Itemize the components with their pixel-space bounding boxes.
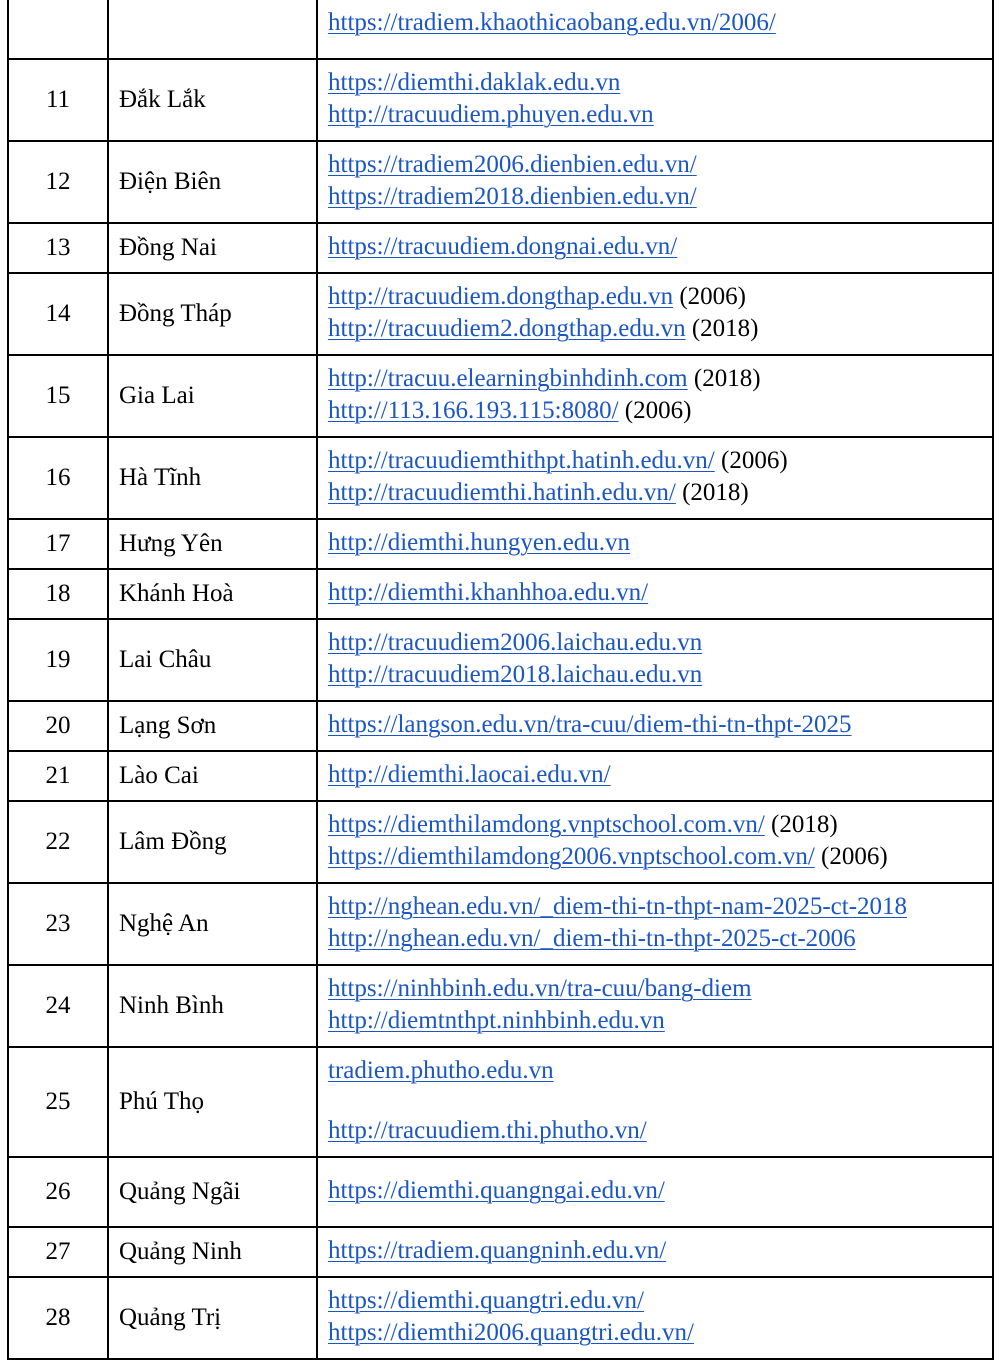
score-link[interactable]: http://tracuudiem.dongthap.edu.vn <box>328 283 674 310</box>
score-link[interactable]: https://diemthi.daklak.edu.vn <box>328 69 621 96</box>
score-link[interactable]: http://diemthi.laocai.edu.vn/ <box>328 761 611 788</box>
row-number: 19 <box>8 619 108 701</box>
table-row <box>8 701 993 751</box>
province-name <box>108 0 317 59</box>
row-number: 15 <box>8 355 108 437</box>
score-link[interactable]: https://diemthi.quangngai.edu.vn/ <box>328 1177 665 1204</box>
row-number: 11 <box>8 59 108 141</box>
table-row <box>8 141 993 223</box>
score-link[interactable]: http://113.166.193.115:8080/ <box>328 397 619 424</box>
curriculum-note: (2018) <box>691 315 759 342</box>
links-cell <box>317 965 993 1047</box>
score-link[interactable]: https://tracuudiem.dongnai.edu.vn/ <box>328 233 678 260</box>
table-row <box>8 437 993 519</box>
links-cell <box>317 355 993 437</box>
table-row <box>8 223 993 273</box>
score-link[interactable]: http://tracuudiem.phuyen.edu.vn <box>328 101 654 128</box>
province-name: Hà Tĩnh <box>108 437 317 519</box>
curriculum-note: (2018) <box>682 479 749 506</box>
row-number: 16 <box>8 437 108 519</box>
table-row <box>8 1047 993 1157</box>
province-name: Phú Thọ <box>108 1047 317 1157</box>
links-cell <box>317 569 993 619</box>
links-cell <box>317 273 993 355</box>
row-number <box>8 0 108 59</box>
province-name: Đắk Lắk <box>108 59 317 141</box>
row-number: 28 <box>8 1277 108 1359</box>
score-link[interactable]: https://langson.edu.vn/tra-cuu/diem-thi-tn-thpt-2025 <box>328 711 852 738</box>
province-name: Gia Lai <box>108 355 317 437</box>
row-number: 20 <box>8 701 108 751</box>
links-cell <box>317 223 993 273</box>
links-cell <box>317 1157 993 1227</box>
score-link[interactable]: http://nghean.edu.vn/_diem-thi-tn-thpt-nam-2025-ct-2018 <box>328 893 908 920</box>
province-name: Lai Châu <box>108 619 317 701</box>
table-row <box>8 1277 993 1359</box>
links-cell <box>317 701 993 751</box>
score-link[interactable]: https://diemthilamdong.vnptschool.com.vn/ <box>328 811 765 838</box>
curriculum-note: (2018) <box>693 365 761 392</box>
score-link[interactable]: http://tracuudiemthithpt.hatinh.edu.vn/ <box>328 447 715 474</box>
table-row <box>8 1157 993 1227</box>
row-number: 14 <box>8 273 108 355</box>
province-name: Lạng Sơn <box>108 701 317 751</box>
score-link[interactable]: tradiem.phutho.edu.vn <box>328 1057 554 1084</box>
row-number: 24 <box>8 965 108 1047</box>
score-link[interactable]: http://nghean.edu.vn/_diem-thi-tn-thpt-2025-ct-2006 <box>328 925 856 952</box>
province-name: Đồng Tháp <box>108 273 317 355</box>
score-link[interactable]: https://diemthilamdong2006.vnptschool.com.vn/ <box>328 843 815 870</box>
table-row <box>8 0 993 59</box>
score-link[interactable]: https://tradiem2018.dienbien.edu.vn/ <box>328 183 697 210</box>
row-number: 17 <box>8 519 108 569</box>
links-cell <box>317 59 993 141</box>
table-row <box>8 1227 993 1277</box>
score-link[interactable]: http://diemtnthpt.ninhbinh.edu.vn <box>328 1007 665 1034</box>
row-number: 25 <box>8 1047 108 1157</box>
links-cell <box>317 519 993 569</box>
table-row <box>8 355 993 437</box>
table-row <box>8 569 993 619</box>
links-cell <box>317 1277 993 1359</box>
curriculum-note: (2006) <box>679 283 746 310</box>
score-link[interactable]: http://tracuudiem2018.laichau.edu.vn <box>328 661 703 688</box>
row-number: 21 <box>8 751 108 801</box>
score-lookup-table <box>7 0 994 1360</box>
links-cell <box>317 801 993 883</box>
row-number: 26 <box>8 1157 108 1227</box>
province-name: Nghệ An <box>108 883 317 965</box>
table-body <box>8 0 993 1359</box>
score-link[interactable]: https://diemthi.quangtri.edu.vn/ <box>328 1287 644 1314</box>
curriculum-note: (2006) <box>821 843 888 870</box>
score-link[interactable]: https://tradiem.quangninh.edu.vn/ <box>328 1237 667 1264</box>
score-link[interactable]: https://tradiem.khaothicaobang.edu.vn/2006/ <box>328 9 776 36</box>
score-link[interactable]: http://tracuudiem2006.laichau.edu.vn <box>328 629 703 656</box>
score-link[interactable]: http://tracuu.elearningbinhdinh.com <box>328 365 688 392</box>
curriculum-note: (2018) <box>771 811 838 838</box>
row-number: 18 <box>8 569 108 619</box>
province-name: Quảng Ninh <box>108 1227 317 1277</box>
score-link[interactable]: http://diemthi.hungyen.edu.vn <box>328 529 631 556</box>
province-name: Khánh Hoà <box>108 569 317 619</box>
table-row <box>8 883 993 965</box>
links-cell <box>317 0 993 59</box>
row-number: 27 <box>8 1227 108 1277</box>
province-name: Quảng Ngãi <box>108 1157 317 1227</box>
province-name: Đồng Nai <box>108 223 317 273</box>
table-row <box>8 801 993 883</box>
table-row <box>8 519 993 569</box>
curriculum-note: (2006) <box>721 447 788 474</box>
province-name: Điện Biên <box>108 141 317 223</box>
curriculum-note: (2006) <box>624 397 692 424</box>
province-name: Lào Cai <box>108 751 317 801</box>
province-name: Lâm Đồng <box>108 801 317 883</box>
score-link[interactable]: https://ninhbinh.edu.vn/tra-cuu/bang-diem <box>328 975 752 1002</box>
score-link[interactable]: https://diemthi2006.quangtri.edu.vn/ <box>328 1319 694 1346</box>
score-link[interactable]: http://diemthi.khanhhoa.edu.vn/ <box>328 579 649 606</box>
score-link[interactable]: http://tracuudiemthi.hatinh.edu.vn/ <box>328 479 676 506</box>
table-row <box>8 59 993 141</box>
links-cell <box>317 619 993 701</box>
province-name: Ninh Bình <box>108 965 317 1047</box>
row-number: 23 <box>8 883 108 965</box>
table-row <box>8 619 993 701</box>
links-cell <box>317 1047 993 1157</box>
row-number: 12 <box>8 141 108 223</box>
table-row <box>8 965 993 1047</box>
province-name: Quảng Trị <box>108 1277 317 1359</box>
links-cell <box>317 141 993 223</box>
links-cell <box>317 437 993 519</box>
score-link[interactable]: https://tradiem2006.dienbien.edu.vn/ <box>328 151 697 178</box>
table-row <box>8 751 993 801</box>
links-cell <box>317 883 993 965</box>
row-number: 13 <box>8 223 108 273</box>
score-link[interactable]: http://tracuudiem.thi.phutho.vn/ <box>328 1117 647 1144</box>
links-cell <box>317 751 993 801</box>
table-row <box>8 273 993 355</box>
row-number: 22 <box>8 801 108 883</box>
score-link[interactable]: http://tracuudiem2.dongthap.edu.vn <box>328 315 686 342</box>
province-name: Hưng Yên <box>108 519 317 569</box>
links-cell <box>317 1227 993 1277</box>
